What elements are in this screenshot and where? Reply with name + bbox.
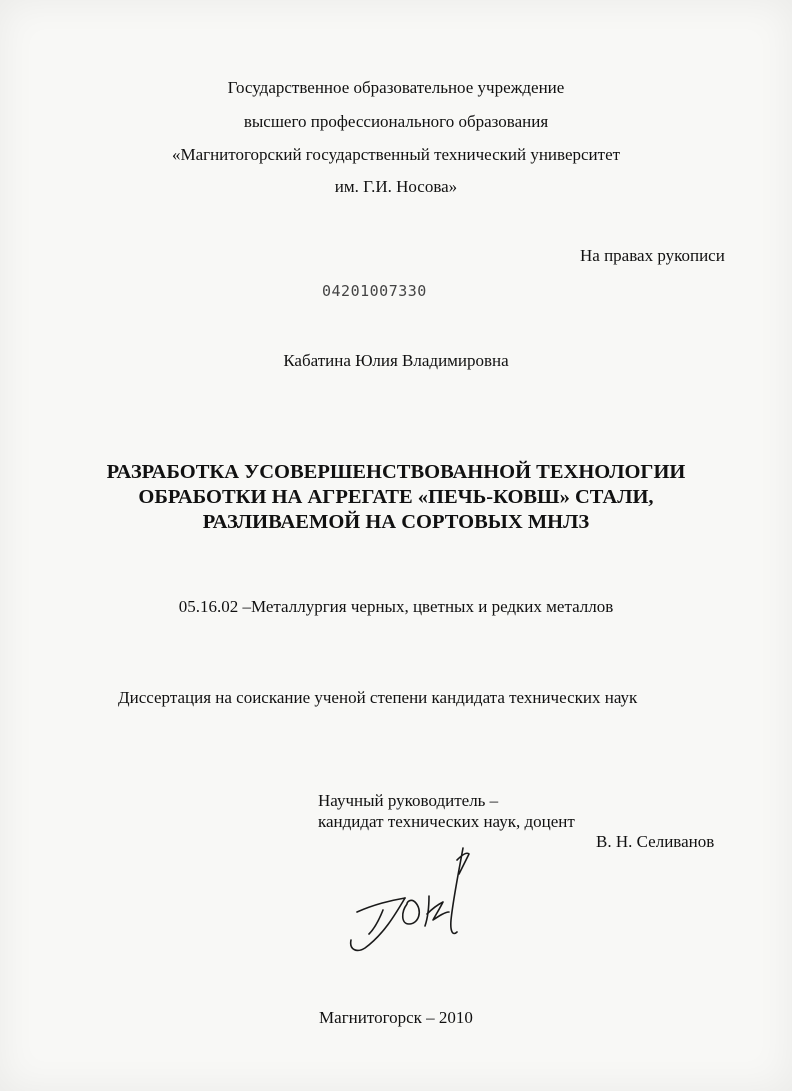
- archive-number-stamp: 04201007330: [322, 282, 427, 300]
- title-line-3: РАЗЛИВАЕМОЙ НА СОРТОВЫХ МНЛЗ: [202, 511, 590, 533]
- supervisor-label: Научный руководитель –: [318, 791, 499, 810]
- title-line-1: РАЗРАБОТКА УСОВЕРШЕНСТВОВАННОЙ ТЕХНОЛОГИИ: [106, 461, 686, 483]
- title-line-2: ОБРАБОТКИ НА АГРЕГАТЕ «ПЕЧЬ-КОВШ» СТАЛИ,: [138, 486, 654, 508]
- degree-statement: Диссертация на соискание ученой степени кандидата технических наук: [118, 688, 638, 707]
- institution-line-1: Государственное образовательное учреждение: [227, 78, 565, 97]
- rights-note: На правах рукописи: [580, 246, 725, 265]
- specialty: 05.16.02 –Металлургия черных, цветных и редких металлов: [178, 597, 614, 616]
- footer-place-year: Магнитогорск – 2010: [319, 1008, 473, 1027]
- institution-line-3: «Магнитогорский государственный технический университет: [171, 145, 621, 164]
- institution-line-2: высшего профессионального образования: [243, 112, 549, 131]
- supervisor-rank: кандидат технических наук, доцент: [318, 812, 575, 831]
- institution-line-4: им. Г.И. Носова»: [334, 177, 458, 196]
- signature-icon: [335, 840, 475, 955]
- author-name: Кабатина Юлия Владимировна: [283, 351, 509, 370]
- supervisor-name: В. Н. Селиванов: [596, 832, 715, 851]
